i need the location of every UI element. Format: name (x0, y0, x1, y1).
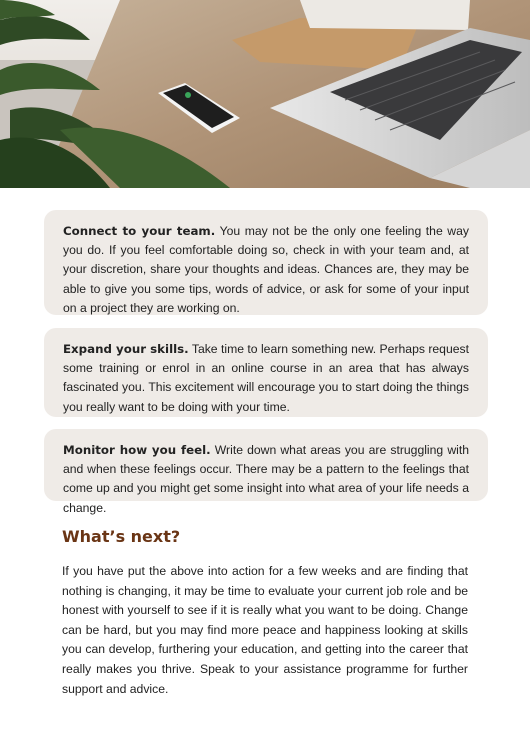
tip-card-monitor (44, 429, 488, 515)
tip-text: You may not be the only one feeling the way you do. If you feel comfortable doing so, check in with your team and, at your discretion, share your thoughts and ideas. Chances are, they may be able to give you some tips, words of advice, or ask for some of your input on a project they are working on. (63, 224, 469, 315)
tip-title: Connect to your team. (63, 224, 216, 238)
notebook-icon (300, 0, 470, 30)
section-heading: What’s next? (62, 527, 181, 546)
tip-card-connect (44, 210, 488, 315)
tip-card-expand (44, 328, 488, 417)
tip-title: Monitor how you feel. (63, 443, 211, 457)
tip-title: Expand your skills. (63, 342, 189, 356)
section-paragraph: If you have put the above into action for a few weeks and are finding that nothing is changing, it may be time to evaluate your current job role and be honest with yourself to see if it is really what you want to be doing. Change can be hard, but you may find more peace and happiness looking at skills you can develop, furthering your education, and getting into the career that really makes you thrive. Speak to your assistance programme for further support and advice. (62, 564, 468, 696)
hero-image (0, 0, 530, 188)
tip-text: Take time to learn something new. Perhaps request some training or enrol in an online course in an area that has always fascinated you. This excitement will encourage you to start doing the things you really want to be doing with your time. (63, 342, 469, 414)
tip-text: Write down what areas you are struggling with and when these feelings occur. There may be a pattern to the feelings that come up and you might get some insight into what area of your life needs a change. (63, 443, 469, 515)
